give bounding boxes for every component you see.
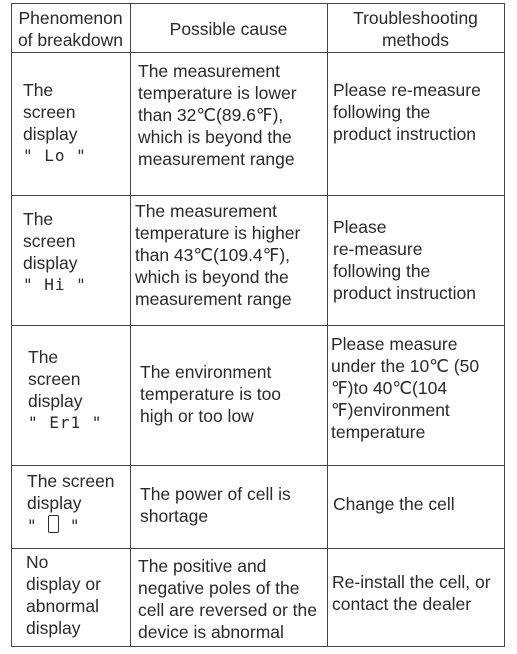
row4-cause: The power of cell is shortage — [140, 484, 291, 526]
row5-cause: The positive and negative poles of the cell are reversed or the device is abnormal — [138, 556, 317, 642]
row-divider-4 — [11, 548, 505, 549]
row3-phenomenon: The screen display " Er1 " — [28, 347, 103, 432]
empty-battery-icon — [48, 515, 59, 533]
row3-method: Please measure under the 10℃ (50 ℉)to 40℃(104 ℉)environment temperature — [331, 334, 480, 442]
row4-phenomenon: The screen display " " — [27, 471, 115, 535]
header-possible-cause: Possible cause — [169, 19, 288, 39]
row5-phenomenon: No display or abnormal display — [26, 552, 101, 638]
troubleshooting-table — [11, 3, 505, 647]
row3-cause: The environment temperature is too high or too low — [140, 362, 282, 426]
header-troubleshooting: Troubleshooting methods — [353, 8, 478, 50]
table-border-bottom — [11, 646, 505, 647]
display-code-lo: " Lo " — [23, 146, 87, 165]
display-code-hi: " Hi " — [23, 275, 87, 294]
row2-phenomenon: The screen display " Hi " — [23, 209, 87, 294]
row5-method: Re-install the cell, or contact the dealer — [332, 572, 491, 614]
row1-phenomenon: The screen display " Lo " — [23, 80, 87, 165]
row-divider-2 — [11, 325, 505, 326]
row2-method: Please re-measure following the product instruction — [333, 217, 476, 303]
row2-cause: The measurement temperature is higher than 43℃(109.4℉), which is beyond the measurement range — [135, 201, 301, 309]
header-phenomenon: Phenomenon of breakdown — [17, 8, 124, 50]
row4-method: Change the cell — [333, 494, 455, 514]
table-border-top — [11, 3, 505, 4]
row-divider-1 — [11, 195, 505, 196]
display-code-battery: " " — [27, 516, 81, 535]
row1-method: Please re-measure following the product instruction — [333, 80, 481, 144]
display-code-er1: " Er1 " — [28, 413, 103, 432]
row-divider-3 — [11, 465, 505, 466]
row-divider-header — [11, 52, 505, 53]
row1-cause: The measurement temperature is lower than 32℃(89.6℉), which is beyond the measurement range — [138, 61, 297, 169]
